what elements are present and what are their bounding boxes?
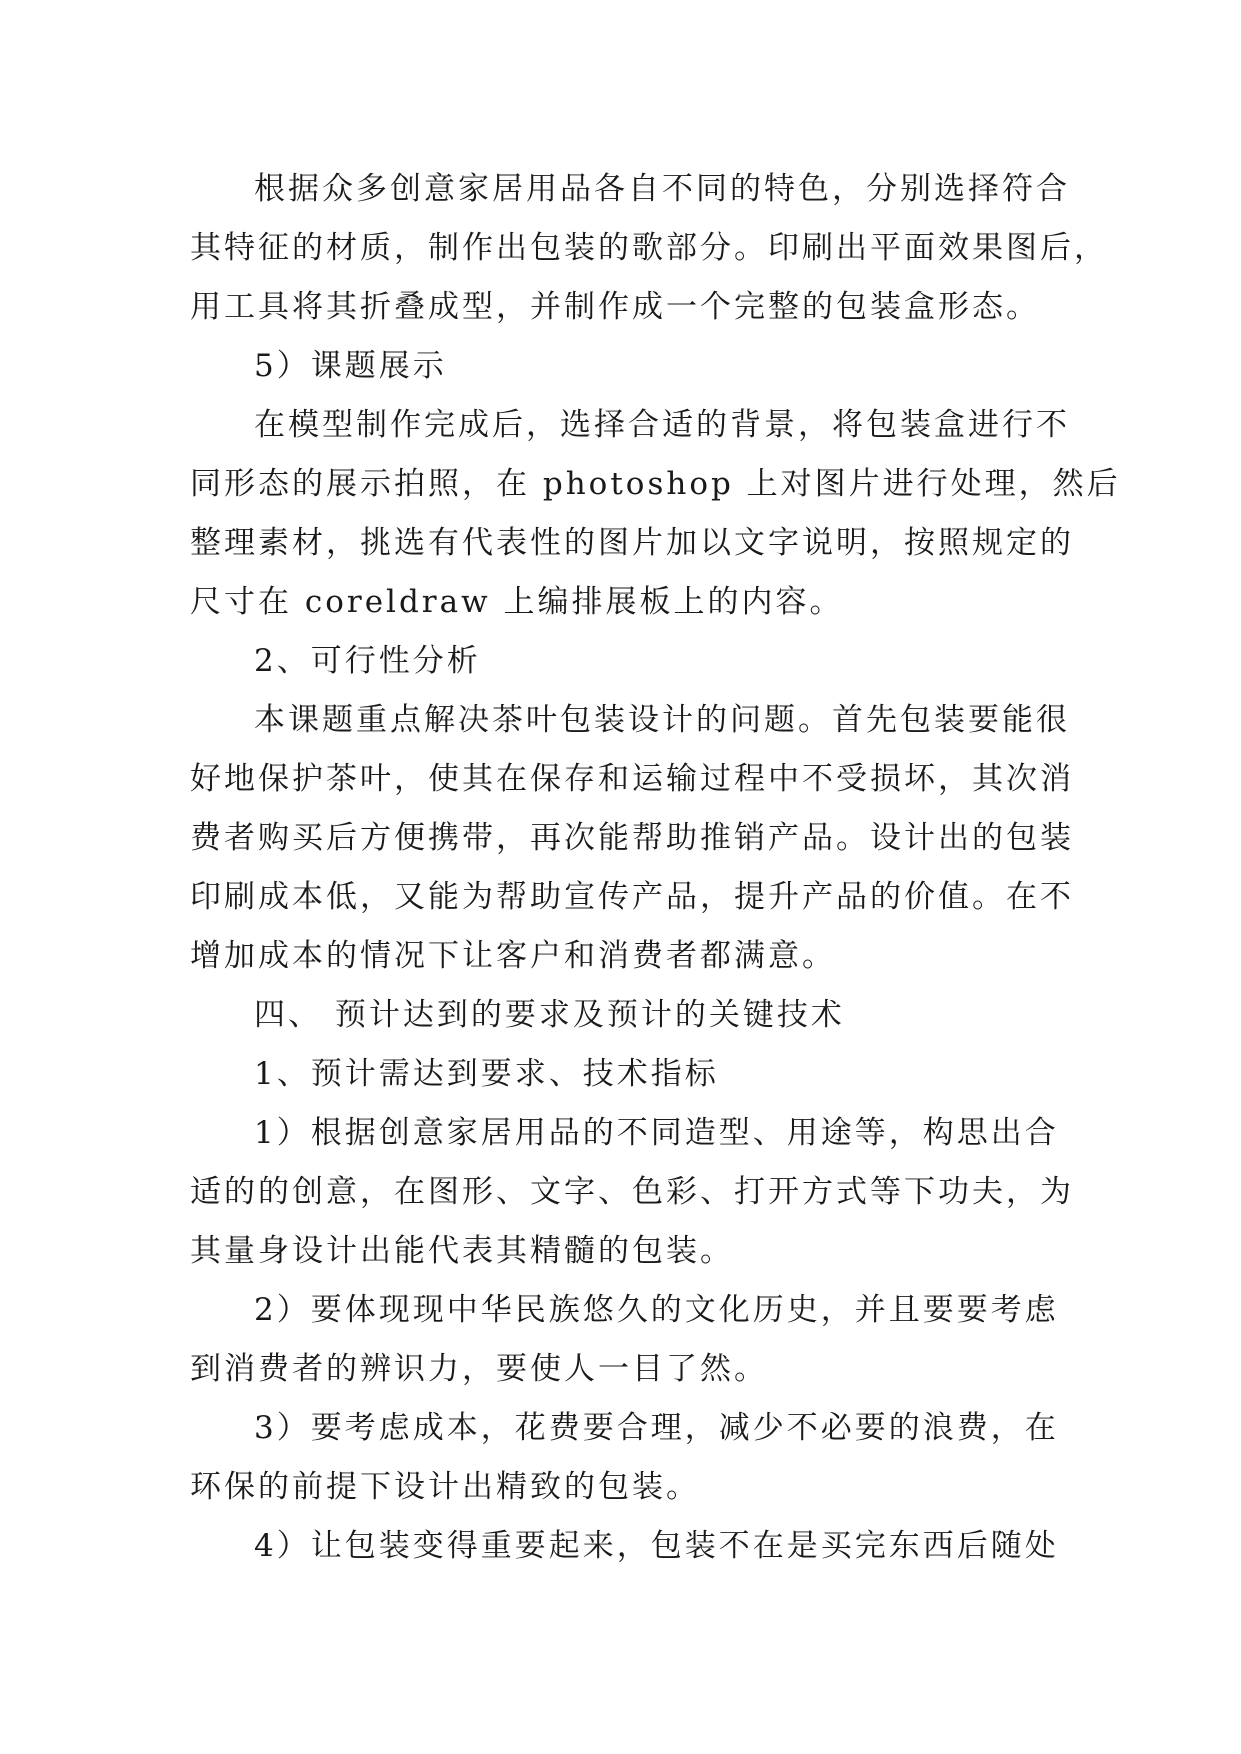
text-line: 印刷成本低，又能为帮助宣传产品，提升产品的价值。在不 (190, 879, 1074, 915)
text-line: 用工具将其折叠成型，并制作成一个完整的包装盒形态。 (190, 289, 1040, 325)
body-text (190, 160, 1121, 1576)
text-line: 根据众多创意家居用品各自不同的特色，分别选择符合 (254, 171, 1070, 207)
text-line: 2）要体现现中华民族悠久的文化历史，并且要要考虑 (254, 1292, 1059, 1328)
list-item-4 (190, 1517, 1058, 1576)
text-line: 费者购买后方便携带，再次能帮助推销产品。设计出的包装 (190, 820, 1074, 856)
text-line: 增加成本的情况下让客户和消费者都满意。 (190, 938, 836, 974)
text-line: 好地保护茶叶，使其在保存和运输过程中不受损坏，其次消 (190, 761, 1074, 797)
paragraph-feasibility (190, 691, 1074, 986)
subheading-topic-display (190, 337, 1058, 396)
subheading-targets (190, 1045, 1058, 1104)
text-line: 环保的前提下设计出精致的包装。 (190, 1469, 700, 1505)
text-line: 其特征的材质，制作出包装的歌部分。印刷出平面效果图后， (190, 230, 1108, 266)
text-line: 在模型制作完成后，选择合适的背景，将包装盒进行不 (254, 407, 1070, 443)
text-line: 2、可行性分析 (254, 643, 481, 679)
text-line: 尺寸在 coreldraw 上编排展板上的内容。 (190, 584, 844, 620)
list-item-3 (190, 1399, 1058, 1517)
text-line: 同形态的展示拍照，在 photoshop 上对图片进行处理，然后 (190, 466, 1121, 502)
text-line: 到消费者的辨识力，要使人一目了然。 (190, 1351, 768, 1387)
subheading-feasibility (190, 632, 1058, 691)
list-item-2 (190, 1281, 1058, 1399)
list-item-1 (190, 1104, 1074, 1281)
text-line: 四、 预计达到的要求及预计的关键技术 (254, 997, 845, 1033)
text-line: 1、预计需达到要求、技术指标 (254, 1056, 719, 1092)
text-line: 5）课题展示 (254, 348, 447, 384)
paragraph-materials (190, 160, 1108, 337)
text-line: 4）让包装变得重要起来，包装不在是买完东西后随处 (254, 1528, 1059, 1564)
text-line: 3）要考虑成本，花费要合理，减少不必要的浪费，在 (254, 1410, 1059, 1446)
section-heading-requirements (190, 986, 1058, 1045)
text-line: 适的的创意，在图形、文字、色彩、打开方式等下功夫，为 (190, 1174, 1074, 1210)
text-line: 整理素材，挑选有代表性的图片加以文字说明，按照规定的 (190, 525, 1074, 561)
text-line: 其量身设计出能代表其精髓的包装。 (190, 1233, 734, 1269)
text-line: 本课题重点解决茶叶包装设计的问题。首先包装要能很 (254, 702, 1070, 738)
text-line: 1）根据创意家居用品的不同造型、用途等，构思出合 (254, 1115, 1059, 1151)
paragraph-display (190, 396, 1121, 632)
